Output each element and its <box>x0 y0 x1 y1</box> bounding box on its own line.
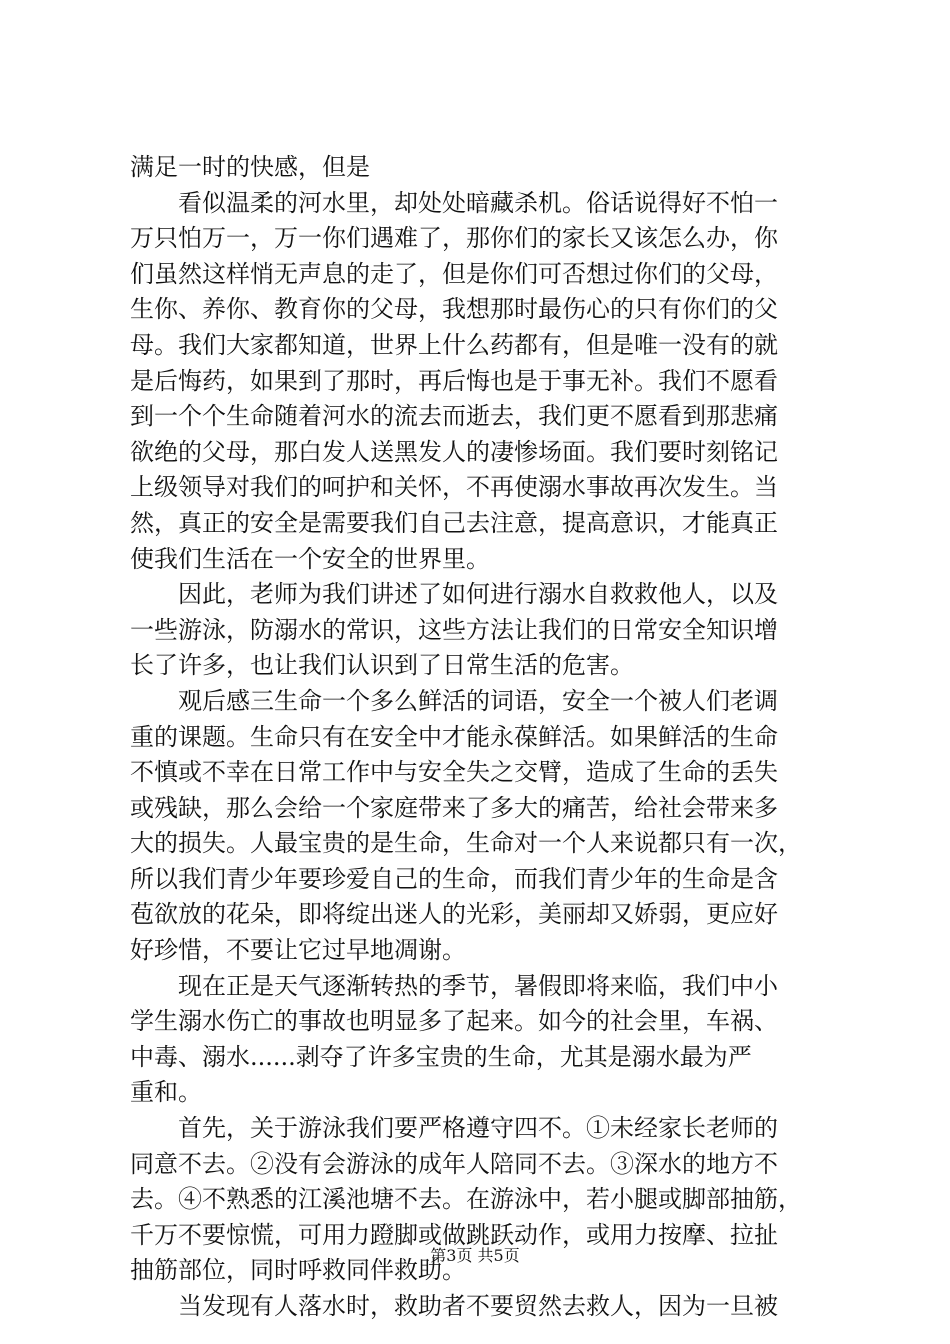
page-number-footer: 第3页 共5页 <box>430 1246 520 1265</box>
text-line: 使我们生活在一个安全的世界里。 <box>130 544 490 573</box>
text-line: 然，真正的安全是需要我们自己去注意，提高意识，才能真正 <box>130 508 778 537</box>
text-line: 好珍惜，不要让它过早地凋谢。 <box>130 936 466 965</box>
text-line: 是后悔药，如果到了那时，再后悔也是于事无补。我们不愿看 <box>130 366 778 395</box>
text-line: 因此，老师为我们讲述了如何进行溺水自救救他人，以及 <box>178 580 778 609</box>
text-line: 所以我们青少年要珍爱自己的生命，而我们青少年的生命是含 <box>130 864 778 893</box>
text-line: 上级领导对我们的呵护和关怀，不再使溺水事故再次发生。当 <box>130 473 778 502</box>
text-line: 重和。 <box>130 1078 202 1107</box>
text-line: 生你、养你、教育你的父母，我想那时最伤心的只有你们的父 <box>130 295 778 324</box>
text-line: 学生溺水伤亡的事故也明显多了起来。如今的社会里，车祸、 <box>130 1007 778 1036</box>
text-line: 到一个个生命随着河水的流去而逝去，我们更不愿看到那悲痛 <box>130 402 778 431</box>
text-line: 中毒、溺水......剥夺了许多宝贵的生命，尤其是溺水最为严 <box>130 1042 752 1071</box>
text-line: 苞欲放的花朵，即将绽出迷人的光彩，美丽却又娇弱，更应好 <box>130 900 778 929</box>
text-line: 同意不去。②没有会游泳的成年人陪同不去。③深水的地方不 <box>130 1149 778 1178</box>
text-line: 去。④不熟悉的江溪池塘不去。在游泳中，若小腿或脚部抽筋， <box>130 1185 802 1214</box>
text-line: 千万不要惊慌，可用力蹬脚或做跳跃动作，或用力按摩、拉扯 <box>130 1220 778 1249</box>
text-line: 现在正是天气逐渐转热的季节，暑假即将来临，我们中小 <box>178 971 778 1000</box>
text-line: 大的损失。人最宝贵的是生命，生命对一个人来说都只有一次， <box>130 829 802 858</box>
text-line: 首先，关于游泳我们要严格遵守四不。①未经家长老师的 <box>178 1114 778 1143</box>
text-line: 万只怕万一，万一你们遇难了，那你们的家长又该怎么办，你 <box>130 224 778 253</box>
text-line: 们虽然这样悄无声息的走了，但是你们可否想过你们的父母， <box>130 259 778 288</box>
text-line: 长了许多，也让我们认识到了日常生活的危害。 <box>130 651 634 680</box>
text-line: 观后感三生命一个多么鲜活的词语，安全一个被人们老调 <box>178 686 778 715</box>
text-line: 抽筋部位，同时呼救同伴救助。 <box>130 1256 466 1285</box>
text-line: 重的课题。生命只有在安全中才能永葆鲜活。如果鲜活的生命 <box>130 722 778 751</box>
text-line: 母。我们大家都知道，世界上什么药都有，但是唯一没有的就 <box>130 330 778 359</box>
text-line: 当发现有人落水时，救助者不要贸然去救人，因为一旦被 <box>178 1292 778 1320</box>
text-line: 一些游泳，防溺水的常识，这些方法让我们的日常安全知识增 <box>130 615 778 644</box>
document-body <box>130 150 830 1325</box>
text-line: 欲绝的父母，那白发人送黑发人的凄惨场面。我们要时刻铭记 <box>130 437 778 466</box>
text-line: 不慎或不幸在日常工作中与安全失之交臂，造成了生命的丢失 <box>130 758 778 787</box>
text-line: 或残缺，那么会给一个家庭带来了多大的痛苦，给社会带来多 <box>130 793 778 822</box>
text-line: 看似温柔的河水里，却处处暗藏杀机。俗话说得好不怕一 <box>178 188 778 217</box>
text-line: 满足一时的快感，但是 <box>130 153 370 181</box>
